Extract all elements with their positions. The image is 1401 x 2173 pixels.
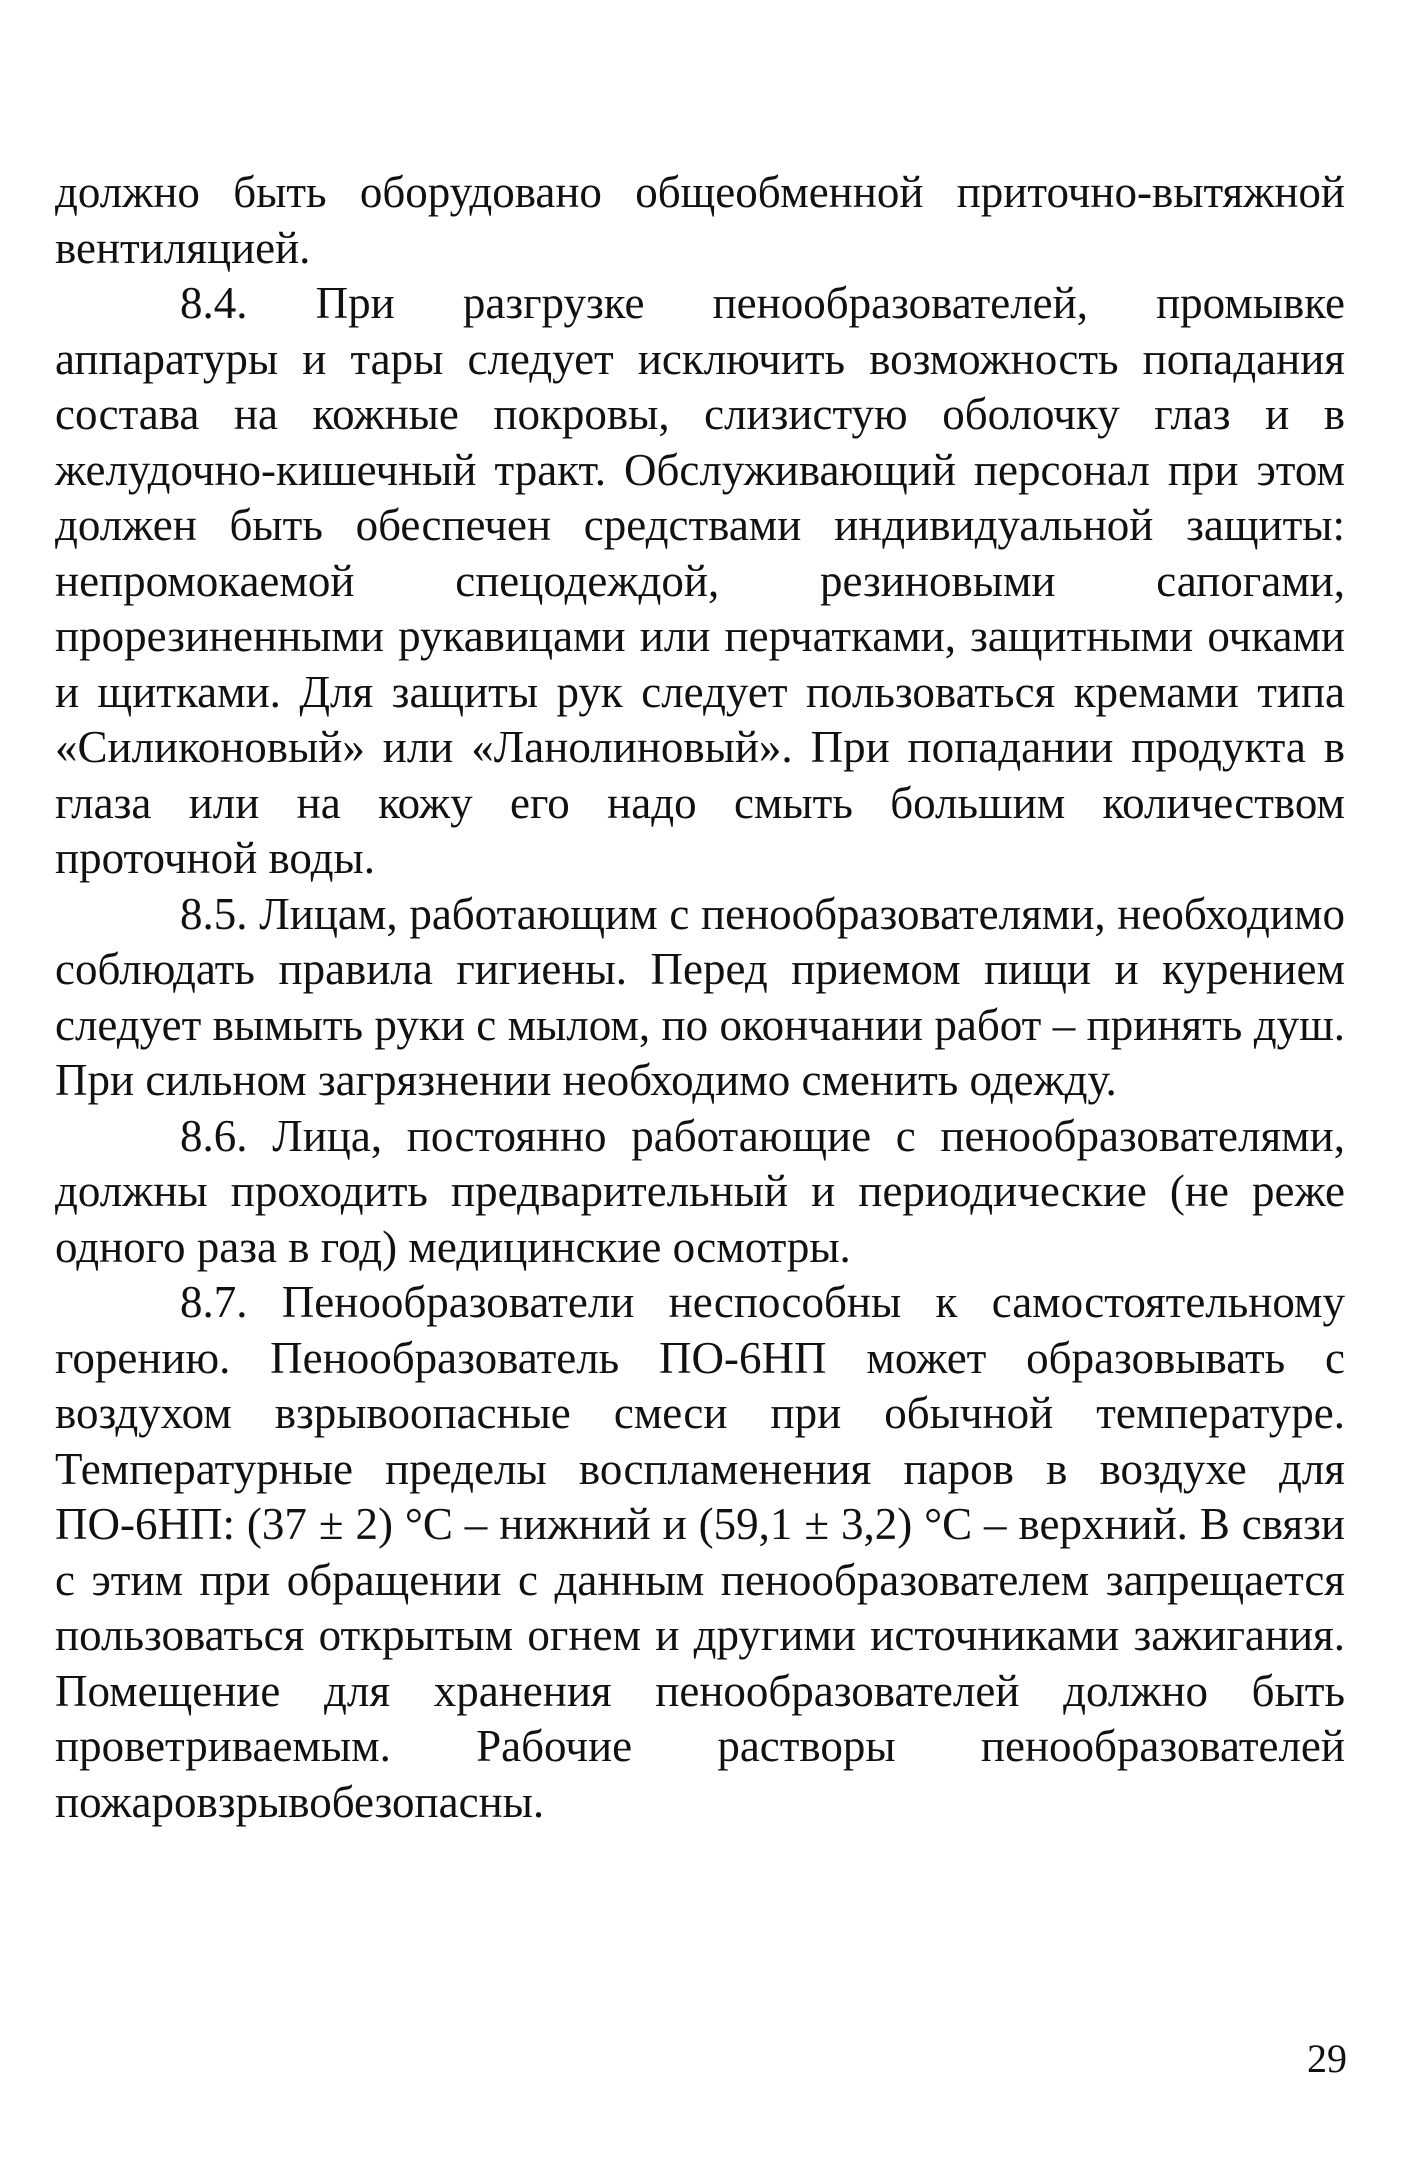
paragraph-8-6: 8.6. Лица, постоянно работающие с пенообразователями, должны проходить предварительный и периодические (не реже одного раза в год) медицинские осмотры. bbox=[55, 1110, 1345, 1272]
paragraph-8-7: 8.7. Пенообразователи неспособны к самостоятельному горению. Пенообразователь ПО-6НП может образовывать с воздухом взрывоопасные смеси при обычной температуре. Температурные пределы воспламенения паров в воздухе для ПО-6НП: (37 ± 2) °С – нижний и (59,1 ± 3,2) °С – верхний. В связи с этим при обращении с данным пенообразователем запрещается пользоваться открытым огнем и другими источниками зажигания. Помещение для хранения пенообразователей должно быть проветриваемым. Рабочие растворы пенообразователей пожаровзрывобезопасны. bbox=[55, 1277, 1345, 1827]
body-text bbox=[55, 165, 1345, 1830]
paragraph-8-4: 8.4. При разгрузке пенообразователей, промывке аппаратуры и тары следует исключить возможность попадания состава на кожные покровы, слизистую оболочку глаз и в желудочно-кишечный тракт. Обслуживающий персонал при этом должен быть обеспечен средствами индивидуальной защиты: непромокаемой спецодеждой, резиновыми сапогами, прорезиненными рукавицами или перчатками, защитными очками и щитками. Для защиты рук следует пользоваться кремами типа «Силиконовый» или «Ланолиновый». При попадании продукта в глаза или на кожу его надо смыть большим количеством проточной воды. bbox=[55, 278, 1345, 883]
page-number: 29 bbox=[1307, 2036, 1347, 2081]
paragraph-8-5: 8.5. Лицам, работающим с пенообразователями, необходимо соблюдать правила гигиены. Перед приемом пищи и курением следует вымыть руки с мылом, по окончании работ – принять душ. При сильном загрязнении необходимо сменить одежду. bbox=[55, 888, 1345, 1105]
paragraph-ventilation-continuation: должно быть оборудовано общеобменной приточно-вытяжной вентиляцией. bbox=[55, 167, 1345, 273]
